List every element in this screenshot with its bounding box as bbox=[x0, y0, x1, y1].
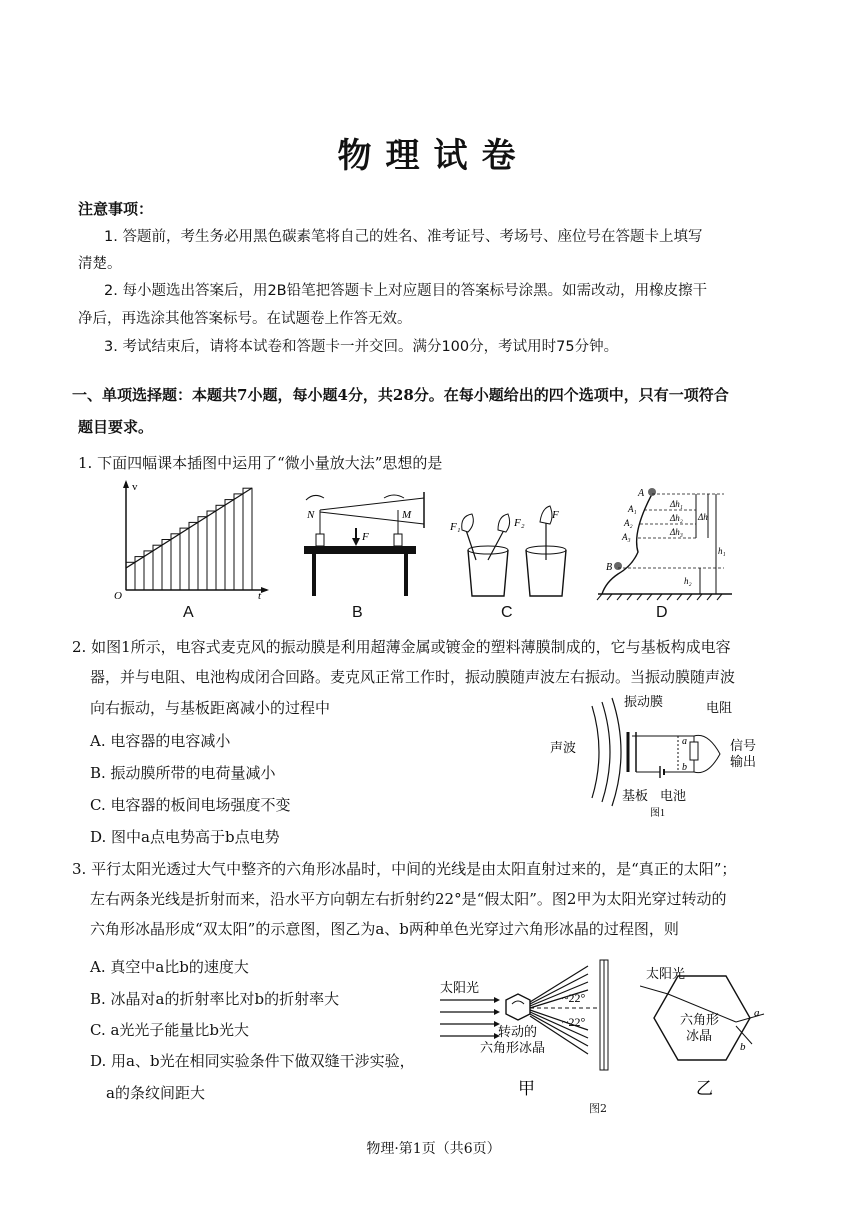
q3-figure-yi bbox=[640, 960, 770, 1100]
notice-item-2-cont: 净后，再选涂其他答案标号。在试题卷上作答无效。 bbox=[78, 311, 412, 327]
axis-t-label: t bbox=[258, 590, 262, 600]
fig-a-bar bbox=[162, 540, 171, 591]
q2-option-b: B. 振动膜所带的电荷量减小 bbox=[90, 764, 276, 782]
fig-c-f: F bbox=[552, 509, 559, 521]
label-signal: 信号 bbox=[730, 738, 757, 753]
yi-a: a bbox=[754, 1007, 760, 1019]
q1-label-b: B bbox=[352, 604, 363, 621]
fig-d-a3: A₃ bbox=[622, 532, 631, 542]
question-1-stem: 1. 下面四幅课本插图中运用了“微小量放大法”思想的是 bbox=[78, 454, 443, 472]
fig-a-bar bbox=[243, 488, 252, 590]
label-battery: 电池 bbox=[660, 788, 687, 803]
q1-label-c: C bbox=[501, 604, 513, 621]
q3-option-b: B. 冰晶对a的折射率比对b的折射率大 bbox=[90, 990, 340, 1008]
question-3-stem-3: 六角形冰晶形成“双太阳”的示意图，图乙为a、b两种单色光穿过六角形冰晶的过程图，则 bbox=[90, 920, 679, 938]
q3-figure-jia bbox=[436, 958, 622, 1098]
label-resistor: 电阻 bbox=[706, 700, 733, 715]
notice-item-2: 2. 每小题选出答案后，用2B铅笔把答题卡上对应题目的答案标号涂黑。如需改动，用橡皮擦干 bbox=[104, 283, 708, 299]
question-2-stem-2: 器，并与电阻、电池构成闭合回路。麦克风正常工作时，振动膜随声波左右振动。当振动膜随声波 bbox=[90, 668, 736, 686]
q3-option-a: A. 真空中a比b的速度大 bbox=[90, 958, 249, 976]
q1-label-a: A bbox=[183, 604, 194, 621]
jia-angle-down: ~22° bbox=[562, 1015, 586, 1029]
fig-a-bar bbox=[180, 528, 189, 590]
fig2-caption: 图2 bbox=[589, 1102, 607, 1115]
fig-a-bar bbox=[225, 500, 234, 590]
section-heading: 一、单项选择题：本题共7小题，每小题4分，共28分。在每小题给出的四个选项中，只有一项符合 bbox=[72, 386, 729, 404]
yi-crystal-2: 冰晶 bbox=[686, 1028, 713, 1043]
yi-sunlight: 太阳光 bbox=[646, 966, 686, 981]
fig-d-dh3: Δh₃ bbox=[670, 527, 683, 537]
label-plate: 基板 bbox=[622, 788, 649, 803]
fig-a-bar bbox=[198, 517, 207, 590]
yi-b: b bbox=[740, 1041, 746, 1053]
question-2-stem: 2. 如图1所示，电容式麦克风的振动膜是利用超薄金属或镀金的塑料薄膜制成的，它与基板构成电容 bbox=[72, 638, 731, 656]
notice-item-3: 3. 考试结束后，请将本试卷和答题卡一并交回。满分100分，考试用时75分钟。 bbox=[104, 339, 619, 355]
fig-a-bar bbox=[234, 494, 243, 590]
label-membrane: 振动膜 bbox=[624, 694, 664, 709]
notice-item-1: 1. 答题前，考生务必用黑色碳素笔将自己的姓名、准考证号、考场号、座位号在答题卡上填写 bbox=[104, 229, 703, 245]
label-b: b bbox=[682, 762, 687, 773]
jia-label: 甲 bbox=[518, 1079, 535, 1098]
fig-d-dh: Δh bbox=[698, 512, 708, 522]
question-2-stem-3: 向右振动，与基板距离减小的过程中 bbox=[90, 699, 331, 717]
fig-d-a2: A₂ bbox=[624, 518, 633, 528]
jia-crystal: 六角形冰晶 bbox=[480, 1040, 546, 1055]
jia-rotating: 转动的 bbox=[498, 1024, 538, 1039]
fig-b-n: N bbox=[307, 509, 315, 521]
label-a: a bbox=[682, 736, 687, 747]
origin-label: O bbox=[114, 590, 122, 600]
label-output: 输出 bbox=[730, 754, 757, 769]
fig-d-h1: h₁ bbox=[718, 546, 726, 556]
q3-option-d-cont: a的条纹间距大 bbox=[106, 1084, 205, 1102]
label-sound: 声波 bbox=[550, 740, 577, 755]
fig-d-a1: A₁ bbox=[628, 504, 637, 514]
fig-c-f2: F₂ bbox=[514, 517, 525, 529]
fig-d-b: B bbox=[606, 562, 613, 573]
q1-figure-a bbox=[112, 478, 272, 600]
notice-heading: 注意事项： bbox=[78, 200, 154, 218]
fig-d-dh1: Δh₁ bbox=[670, 499, 683, 509]
page-title: 物理试卷 bbox=[337, 136, 530, 176]
yi-crystal: 六角形 bbox=[680, 1012, 720, 1027]
notice-item-1-cont: 清楚。 bbox=[78, 256, 122, 272]
fig-b-f: F bbox=[362, 531, 369, 543]
q1-label-d: D bbox=[656, 604, 668, 621]
q1-figure-d bbox=[596, 482, 736, 602]
fig-d-a: A bbox=[638, 488, 645, 499]
q2-figure-microphone bbox=[544, 692, 764, 820]
axis-v-label: v bbox=[132, 481, 138, 493]
section-heading-cont: 题目要求。 bbox=[78, 418, 154, 436]
q2-option-a: A. 电容器的电容减小 bbox=[90, 732, 231, 750]
q2-option-c: C. 电容器的板间电场强度不变 bbox=[90, 796, 291, 814]
q2-option-d: D. 图中a点电势高于b点电势 bbox=[90, 828, 280, 846]
question-3-stem: 3. 平行太阳光透过大气中整齐的六角形冰晶时，中间的光线是由太阳直射过来的，是“真正的太阳”； bbox=[72, 860, 737, 878]
q1-figure-b bbox=[294, 488, 434, 600]
fig-c-f1: F₁ bbox=[450, 521, 461, 533]
fig-a-bar bbox=[216, 505, 225, 590]
fig-a-bar bbox=[189, 522, 198, 590]
fig-a-bar bbox=[207, 511, 216, 590]
fig1-caption: 图1 bbox=[650, 808, 665, 819]
question-3-stem-2: 左右两条光线是折射而来，沿水平方向朝左右折射约22°是“假太阳”。图2甲为太阳光穿过转动的 bbox=[90, 890, 727, 908]
fig-d-dh2: Δh₂ bbox=[670, 513, 683, 523]
q3-option-c: C. a光光子能量比b光大 bbox=[90, 1021, 250, 1039]
fig-a-bar bbox=[153, 545, 162, 590]
q1-figure-c bbox=[446, 490, 576, 602]
q3-option-d: D. 用a、b光在相同实验条件下做双缝干涉实验， bbox=[90, 1052, 415, 1070]
fig-b-m: M bbox=[402, 509, 412, 521]
yi-label: 乙 bbox=[696, 1079, 713, 1098]
fig-a-bar bbox=[171, 534, 180, 590]
fig-d-h2: h₂ bbox=[684, 576, 692, 586]
page-footer: 物理·第1页（共6页） bbox=[366, 1141, 501, 1157]
jia-angle-up: ~22° bbox=[562, 991, 586, 1005]
jia-sunlight: 太阳光 bbox=[440, 980, 480, 995]
fig-a-bar bbox=[144, 551, 153, 590]
